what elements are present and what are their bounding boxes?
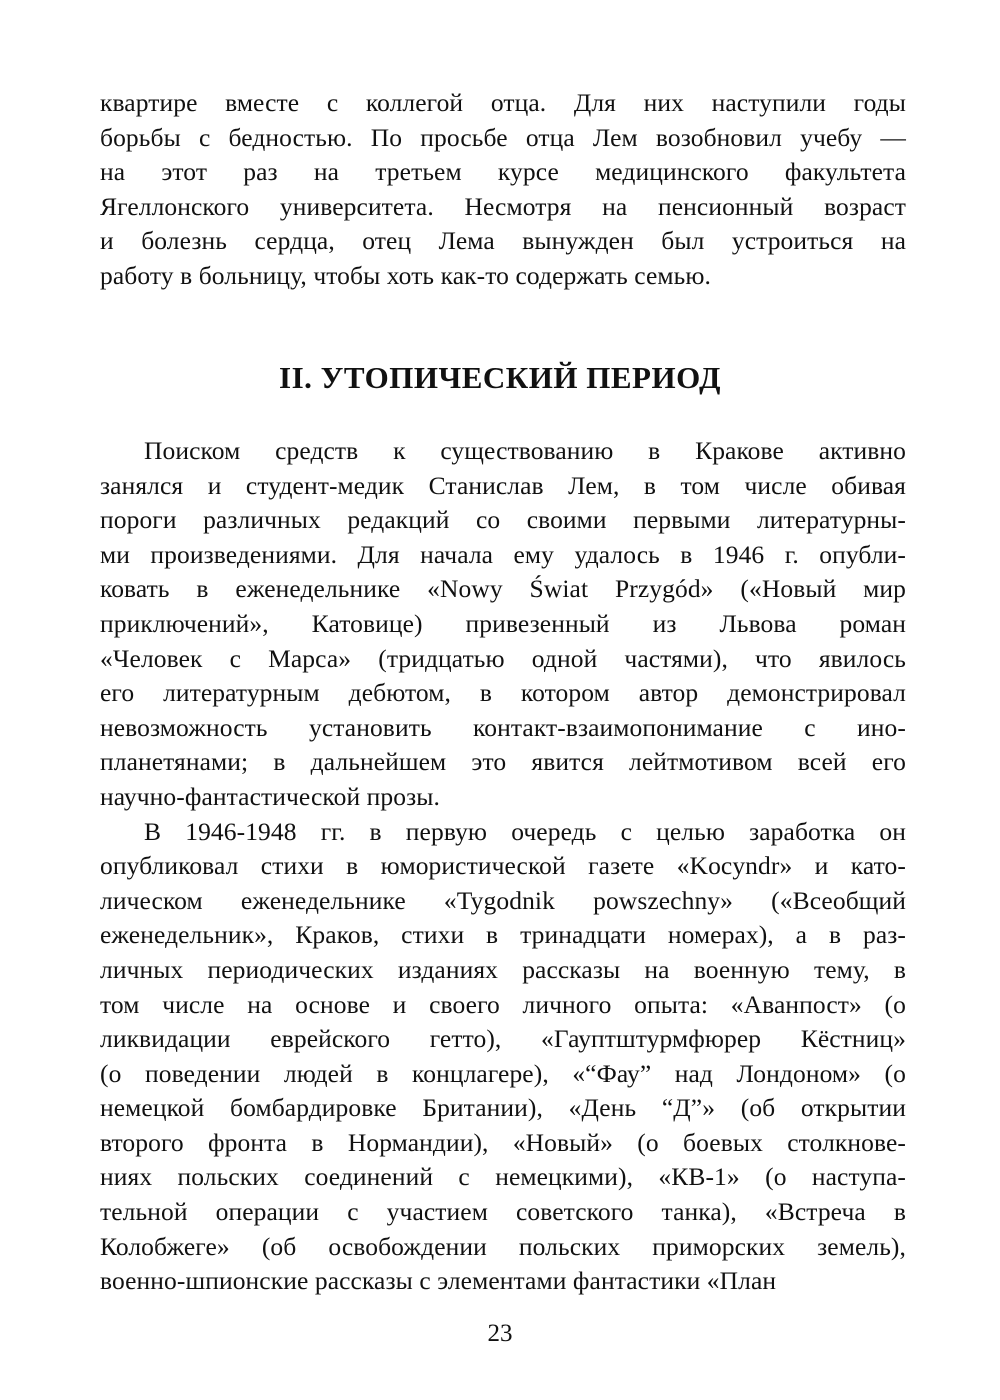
text-line: ниях польских соединений с немецкими), «КВ-1» (о наступа- bbox=[100, 1162, 906, 1192]
text-line: (о поведении людей в концлагере), «“Фау” над Лондоном» (о bbox=[100, 1058, 906, 1088]
text-line: лическом еженедельнике «Tygodnik powszechny» («Всеобщий bbox=[100, 885, 906, 915]
text-line: Колобжеге» (об освобождении польских приморских земель), bbox=[100, 1231, 906, 1261]
text-line: В 1946-1948 гг. в первую очередь с целью заработка он bbox=[144, 816, 906, 846]
text-line: опубликовал стихи в юмористической газете «Kocyndr» и като- bbox=[100, 851, 906, 881]
text-line: работу в больницу, чтобы хоть как-то содержать семью. bbox=[100, 260, 712, 290]
text-line: второго фронта в Нормандии), «Новый» (о боевых столкнове- bbox=[100, 1127, 906, 1157]
text-line: Поиском средств к существованию в Кракове активно bbox=[144, 436, 906, 465]
text-line: немецкой бомбардировке Британии), «День “Д”» (об открытии bbox=[100, 1093, 906, 1123]
text-line: ковать в еженедельнике «Nowy Świat Przygód» («Новый мир bbox=[100, 574, 906, 604]
text-line: тельной операции с участием советского танка), «Встреча в bbox=[100, 1197, 906, 1227]
text-line: невозможность установить контакт-взаимопонимание с ино- bbox=[100, 712, 906, 742]
page-number: 23 bbox=[487, 1320, 513, 1347]
chapter-heading: II. УТОПИЧЕСКИЙ ПЕРИОД bbox=[279, 360, 721, 395]
text-line: том числе на основе и своего личного опыта: «Аванпост» (о bbox=[100, 989, 906, 1019]
text-line: военно-шпионские рассказы с элементами фантастики «План bbox=[100, 1266, 777, 1296]
text-line: борьбы с бедностью. По просьбе отца Лем возобновил учебу — bbox=[100, 122, 906, 152]
text-line: пороги различных редакций со своими первыми литературны- bbox=[100, 505, 906, 535]
text-line: занялся и студент-медик Станислав Лем, в том числе обивая bbox=[100, 470, 906, 500]
text-line: приключений», Катовице) привезенный из Львова роман bbox=[100, 608, 906, 638]
text-line: и болезнь сердца, отец Лема вынужден был устроиться на bbox=[100, 226, 906, 256]
text-line: квартире вместе с коллегой отца. Для них наступили годы bbox=[100, 88, 906, 117]
text-line: на этот раз на третьем курсе медицинского факультета bbox=[100, 157, 906, 187]
text-line: личных периодических изданиях рассказы на военную тему, в bbox=[100, 954, 906, 984]
text-line: Ягеллонского университета. Несмотря на пенсионный возраст bbox=[100, 191, 906, 221]
paragraph-continued bbox=[100, 86, 906, 294]
text-line: «Человек с Марса» (тридцатью одной частями), что явилось bbox=[100, 643, 906, 673]
text-line: еженедельник», Краков, стихи в тринадцати номерах), а в раз- bbox=[100, 920, 906, 950]
text-line: ми произведениями. Для начала ему удалось в 1946 г. опубли- bbox=[100, 539, 906, 569]
text-line: его литературным дебютом, в котором автор демонстрировал bbox=[100, 678, 906, 708]
text-line: ликвидации еврейского гетто), «Гауптштурмфюрер Кёстниц» bbox=[100, 1024, 906, 1054]
text-line: планетянами; в дальнейшем это явится лейтмотивом всей его bbox=[100, 747, 906, 777]
text-line: научно-фантастической прозы. bbox=[100, 781, 440, 811]
paragraphs-body bbox=[100, 434, 906, 1299]
